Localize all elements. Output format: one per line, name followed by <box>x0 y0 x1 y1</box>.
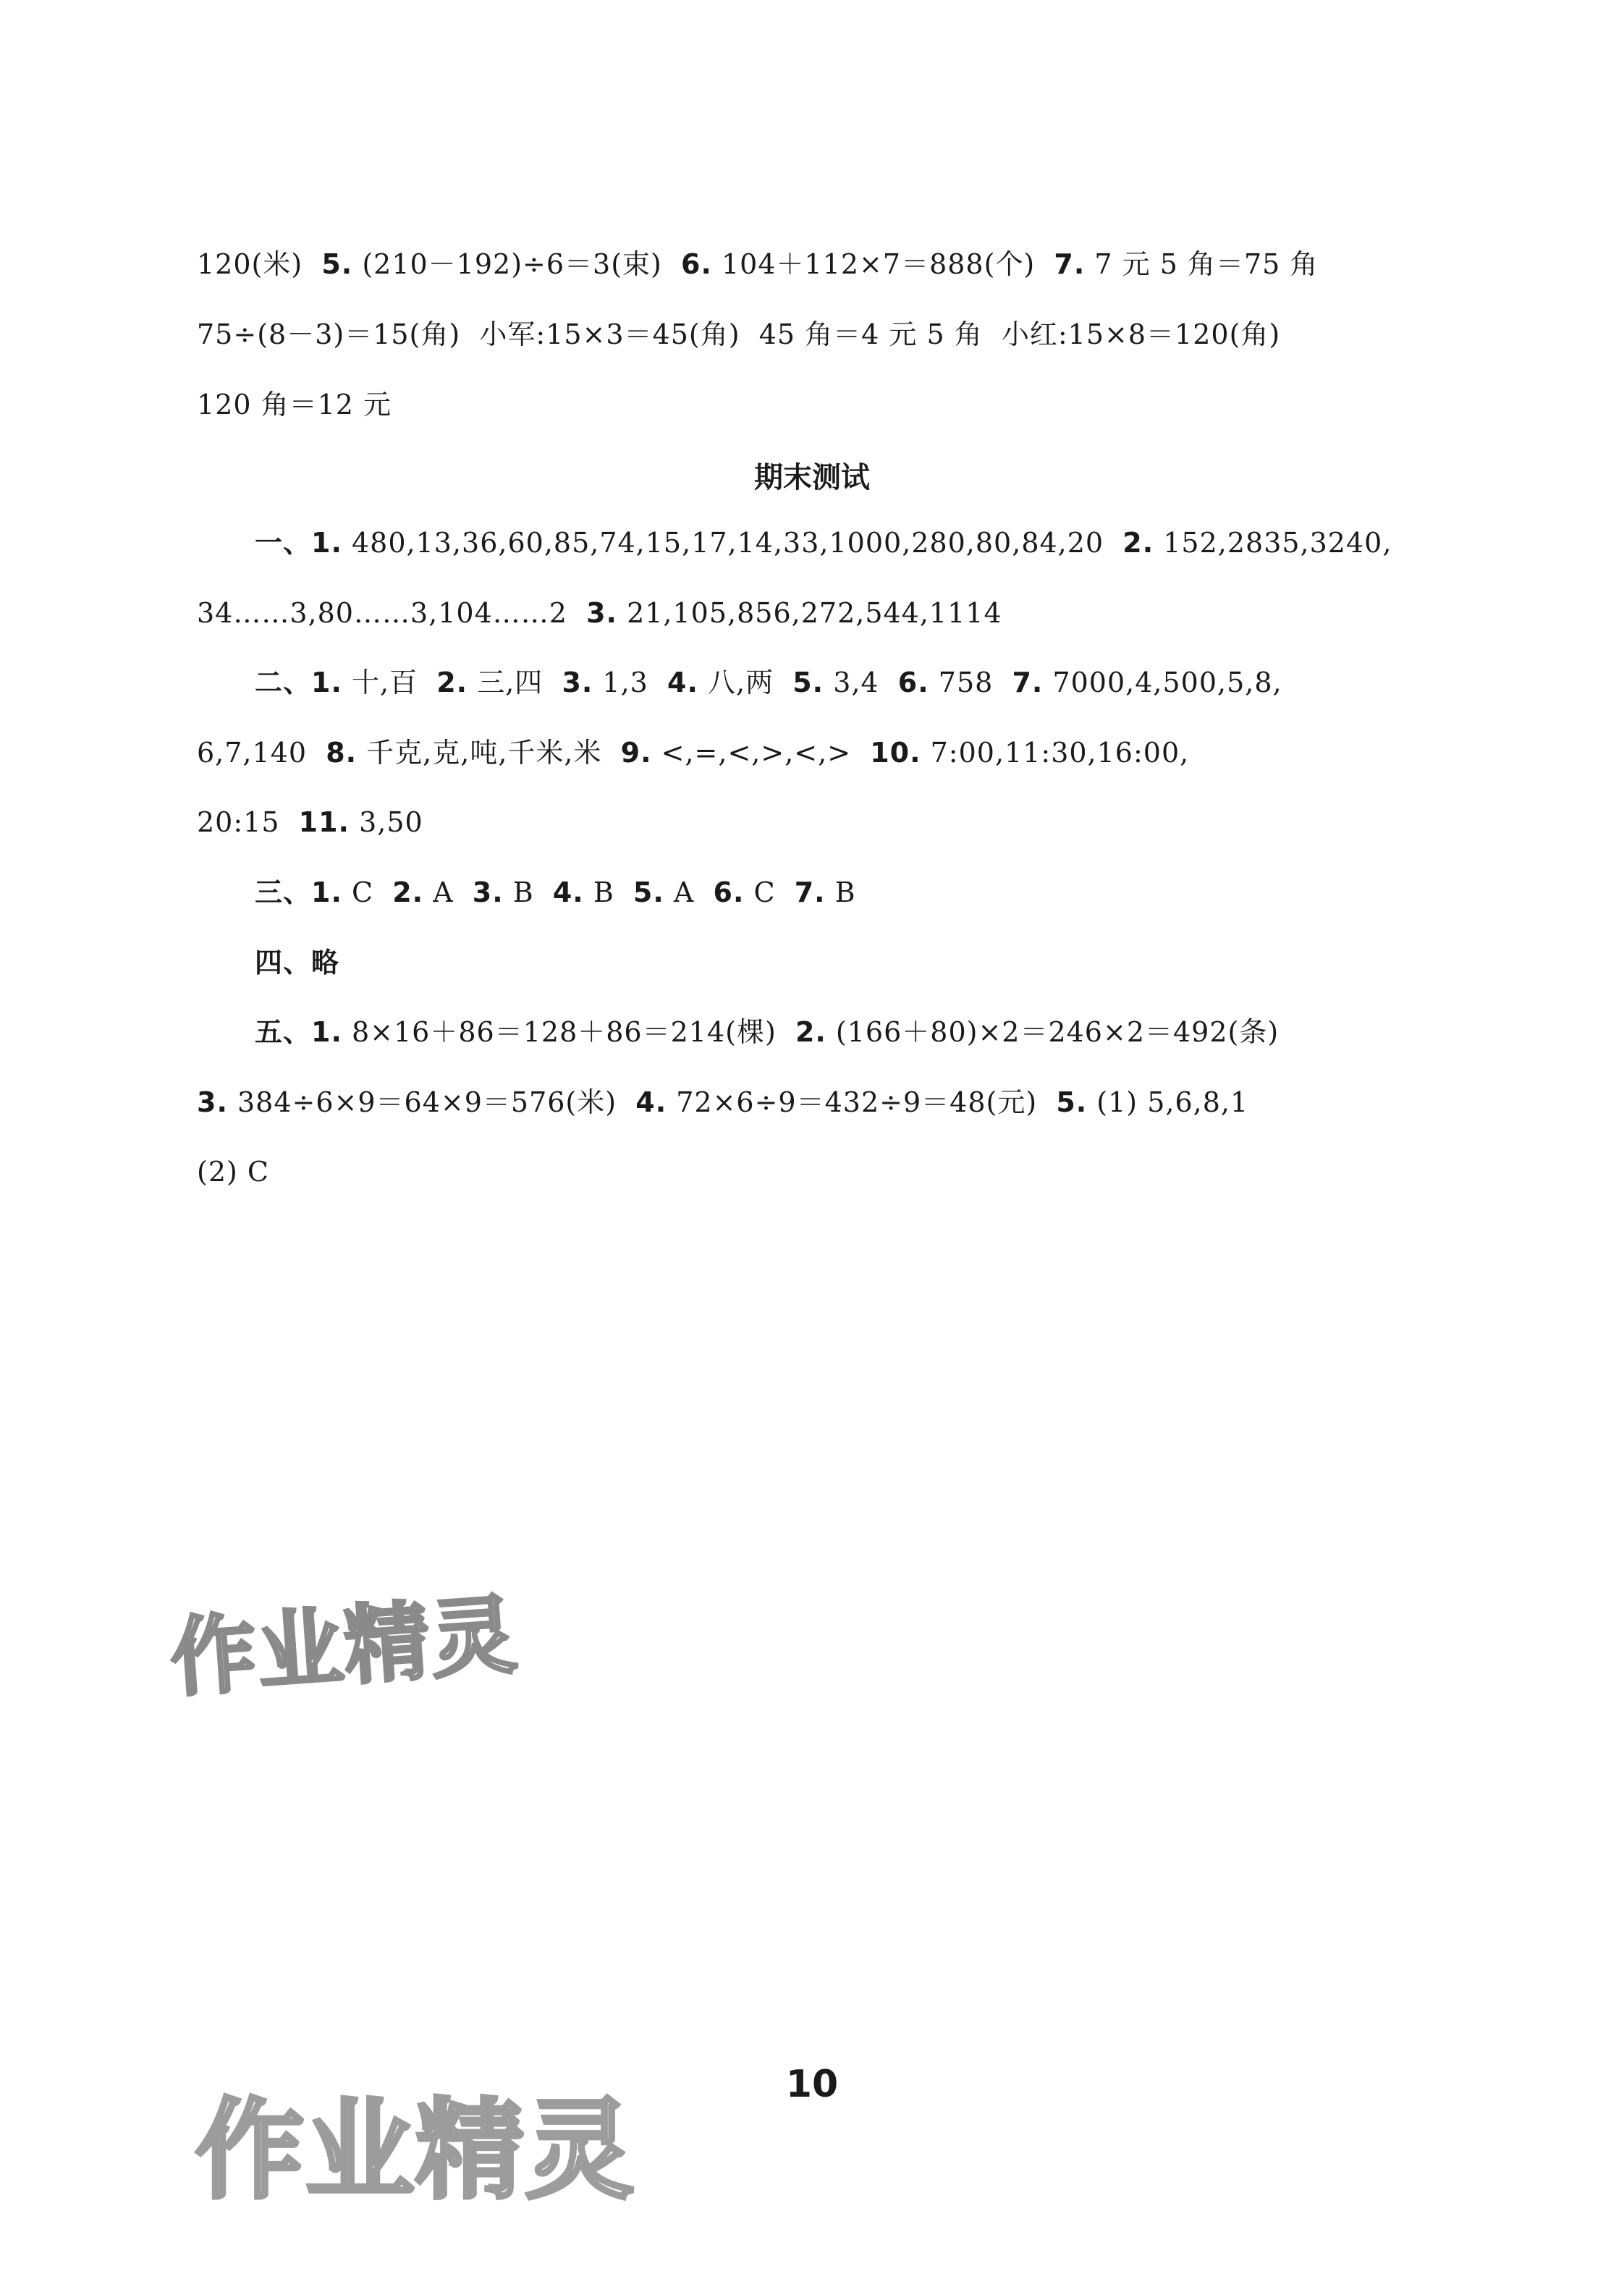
answer-text: 千克,克,吨,千米,米 <box>357 737 621 769</box>
item-number: 2. <box>795 1016 826 1048</box>
answer-text: 75÷(8－3)＝15(角) 小军:15×3＝45(角) 45 角＝4 元 5 角 小红:15×8＝120(角) <box>197 318 1281 350</box>
watermark: 作业精灵 <box>167 1584 521 1709</box>
answer-text: 72×6÷9＝432÷9＝48(元) <box>667 1086 1057 1118</box>
text-line <box>197 246 1318 282</box>
item-number: 7. <box>1054 248 1086 280</box>
item-number: 四、略 <box>255 947 340 979</box>
item-number: 9. <box>620 737 652 769</box>
text-line <box>255 664 1282 701</box>
item-number: 三、 <box>255 876 312 908</box>
section-title: 期末测试 <box>754 461 870 494</box>
answer-text: 384÷6×9＝64×9＝576(米) <box>227 1086 636 1118</box>
item-number: 4. <box>635 1086 667 1118</box>
item-number: 8. <box>326 737 358 769</box>
page-number: 10 <box>785 2063 839 2106</box>
answer-text: B <box>503 876 553 908</box>
item-number: 一、 <box>255 527 312 559</box>
text-line <box>255 874 856 910</box>
answer-text: 7:00,11:30,16:00, <box>921 737 1190 769</box>
answer-text: 1,3 <box>593 667 668 698</box>
item-number: 6. <box>681 248 712 280</box>
answer-text: (1) 5,6,8,1 <box>1087 1086 1249 1118</box>
item-number: 6. <box>897 667 929 698</box>
text-line <box>255 525 1392 561</box>
item-number: 7. <box>1012 667 1044 698</box>
answer-text: C <box>342 876 393 908</box>
item-number: 1. <box>311 876 342 908</box>
item-number: 7. <box>794 876 826 908</box>
watermark: 作业精灵 <box>195 2088 636 2214</box>
answer-text: 三,四 <box>468 667 562 698</box>
text-line <box>197 316 1280 352</box>
answer-text: 21,105,856,272,544,1114 <box>617 597 1002 629</box>
item-number: 4. <box>667 667 698 698</box>
item-number: 3. <box>197 1086 228 1118</box>
answer-text: 7000,4,500,5,8, <box>1043 667 1282 698</box>
item-number: 五、 <box>255 1016 312 1048</box>
item-number: 1. <box>311 527 342 559</box>
item-number: 2. <box>436 667 468 698</box>
item-number: 2. <box>392 876 424 908</box>
answer-text: 120(米) <box>197 248 322 280</box>
answer-text: 8×16＋86＝128＋86＝214(棵) <box>342 1016 795 1048</box>
item-number: 5. <box>321 248 353 280</box>
item-number: 3. <box>472 876 504 908</box>
item-number: 3. <box>586 597 617 629</box>
answer-text: 3,4 <box>824 667 898 698</box>
answer-text: 20:15 <box>197 806 299 838</box>
answer-text: 八,两 <box>698 667 793 698</box>
text-line <box>197 1154 269 1190</box>
answer-text: 152,2835,3240, <box>1154 527 1392 559</box>
answer-text: (210－192)÷6＝3(束) <box>352 248 682 280</box>
item-number: 11. <box>298 806 350 838</box>
text-line <box>255 1014 1279 1050</box>
text-line <box>197 735 1189 771</box>
answer-text: A <box>423 876 473 908</box>
answer-text: 6,7,140 <box>197 737 326 769</box>
item-number: 5. <box>1056 1086 1088 1118</box>
answer-text: <,=,<,>,<,> <box>651 737 871 769</box>
item-number: 1. <box>311 1016 342 1048</box>
answer-text: C <box>744 876 795 908</box>
answer-text: 120 角＝12 元 <box>197 389 392 420</box>
item-number: 5. <box>633 876 664 908</box>
answer-text: B <box>583 876 633 908</box>
item-number: 3. <box>562 667 593 698</box>
text-line <box>255 944 339 981</box>
answer-text: 十,百 <box>342 667 437 698</box>
text-line <box>197 386 392 423</box>
item-number: 1. <box>311 667 342 698</box>
text-line <box>197 804 423 840</box>
answer-text: 104＋112×7＝888(个) <box>711 248 1054 280</box>
answer-text: 34……3,80……3,104……2 <box>197 597 587 629</box>
item-number: 4. <box>552 876 584 908</box>
answer-text: 480,13,36,60,85,74,15,17,14,33,1000,280,80,84,20 <box>342 527 1123 559</box>
item-number: 二、 <box>255 667 312 698</box>
text-line <box>197 595 1002 631</box>
text-line <box>197 1084 1248 1120</box>
item-number: 5. <box>792 667 824 698</box>
item-number: 10. <box>870 737 921 769</box>
answer-text: B <box>825 876 856 908</box>
answer-text: 758 <box>929 667 1012 698</box>
item-number: 6. <box>713 876 745 908</box>
answer-text: 3,50 <box>350 806 423 838</box>
item-number: 2. <box>1122 527 1154 559</box>
answer-text: (2) C <box>197 1156 269 1188</box>
answer-text: (166＋80)×2＝246×2＝492(条) <box>826 1016 1280 1048</box>
answer-text: A <box>664 876 714 908</box>
answer-text: 7 元 5 角＝75 角 <box>1085 248 1319 280</box>
